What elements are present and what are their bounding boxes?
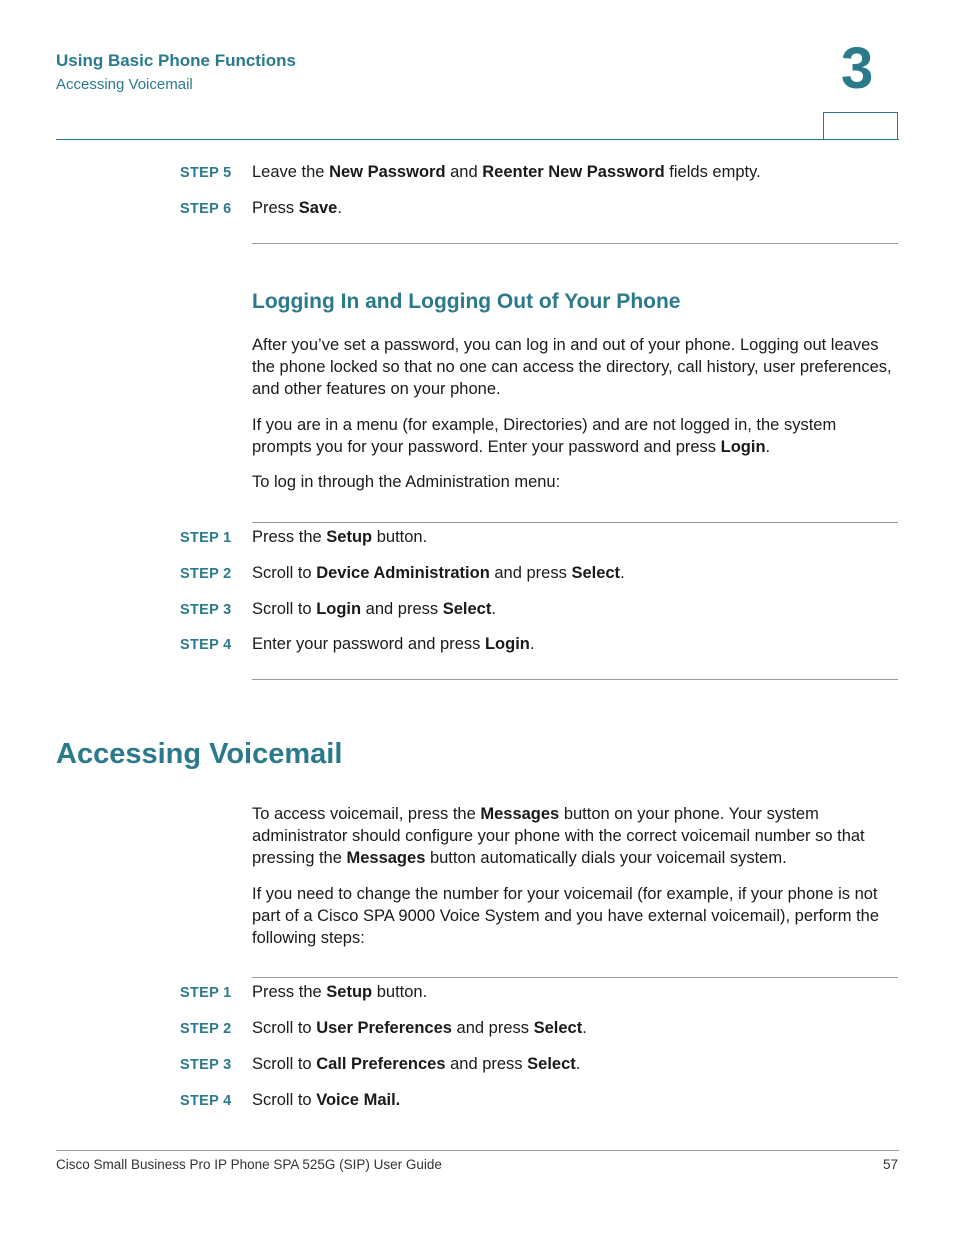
voicemail-intro-paragraph: To access voicemail, press the Messages button on your phone. Your system administrator should configure your phone with the correct voicemail number so that pressing the Messages button automatically dials your voicemail system. (252, 805, 865, 867)
voicemail-change-paragraph: If you need to change the number for your voicemail (for example, if your phone is not part of a Cisco SPA 9000 Voice System and you have external voicemail), perform the following steps: (252, 885, 880, 947)
step-text: Scroll to Login and press Select. (252, 600, 496, 618)
steps-divider (252, 679, 898, 680)
voicemail-section-heading: Accessing Voicemail (56, 738, 343, 770)
step-label: STEP 3 (180, 1057, 232, 1073)
steps-divider (252, 243, 898, 244)
step-label: STEP 1 (180, 985, 232, 1001)
step-label: STEP 4 (180, 637, 232, 653)
step-text: Press Save. (252, 199, 342, 217)
chapter-number: 3 (841, 36, 874, 101)
step-label: STEP 1 (180, 530, 232, 546)
steps-divider (252, 522, 898, 523)
header-divider (56, 139, 899, 140)
step-label: STEP 2 (180, 566, 232, 582)
section-subtitle: Accessing Voicemail (56, 76, 193, 93)
step-text: Scroll to Device Administration and press Select. (252, 564, 625, 582)
step-text: Scroll to Voice Mail. (252, 1091, 401, 1109)
step-text: Press the Setup button. (252, 983, 428, 1001)
footer-doc-title: Cisco Small Business Pro IP Phone SPA 525G (SIP) User Guide (56, 1157, 442, 1172)
step-text: Enter your password and press Login. (252, 635, 535, 653)
step-label: STEP 2 (180, 1021, 232, 1037)
login-admin-paragraph: To log in through the Administration menu: (252, 473, 561, 491)
step-label: STEP 4 (180, 1093, 232, 1109)
login-intro-paragraph: After you’ve set a password, you can log in and out of your phone. Logging out leaves the phone locked so that no one can access the directory, call history, user preferences, and other features on your phone. (252, 336, 892, 398)
login-menu-paragraph: If you are in a menu (for example, Directories) and are not logged in, the system prompts you for your password. Enter your password and press Login. (252, 416, 837, 456)
chapter-number-box (823, 112, 898, 139)
step-text: Scroll to User Preferences and press Select. (252, 1019, 587, 1037)
footer-divider (56, 1150, 899, 1151)
steps-divider (252, 977, 898, 978)
step-label: STEP 5 (180, 165, 232, 181)
login-section-heading: Logging In and Logging Out of Your Phone (252, 290, 681, 313)
step-text: Leave the New Password and Reenter New Password fields empty. (252, 163, 761, 181)
step-label: STEP 6 (180, 201, 232, 217)
chapter-title: Using Basic Phone Functions (56, 51, 296, 70)
step-text: Scroll to Call Preferences and press Select. (252, 1055, 581, 1073)
step-text: Press the Setup button. (252, 528, 428, 546)
step-label: STEP 3 (180, 602, 232, 618)
page-number: 57 (882, 1157, 898, 1172)
